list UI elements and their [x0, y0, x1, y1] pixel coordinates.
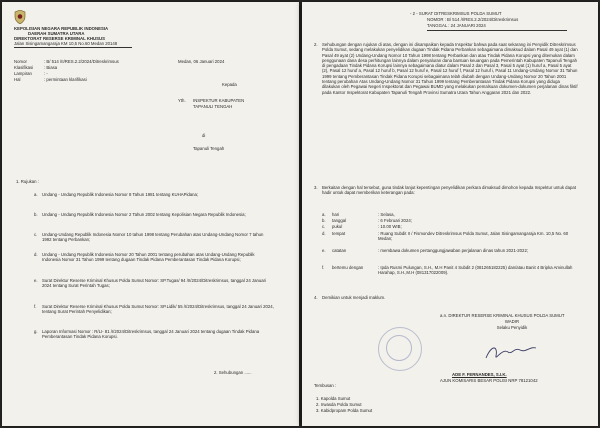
- tembusan-title: Tembusan :: [314, 383, 337, 388]
- recipient-line-1: INSPEKTUR KABUPATEN: [193, 98, 245, 103]
- schedule-letter: a.: [322, 212, 326, 217]
- schedule-value: : Selasa,: [378, 212, 395, 217]
- schedule-label: tempat: [332, 231, 346, 236]
- rujukan-letter: b.: [34, 212, 38, 217]
- rujukan-letter: e.: [34, 278, 38, 283]
- sign-name: ADE F. FERNANDES, S.I.K.: [452, 372, 507, 377]
- schedule-label: pukul: [332, 224, 343, 229]
- rujukan-item: Surat Direktur Reserse Kriminal Khusus Polda Sumut Nomor: SP.Lidik/ 55 /I/2024/Ditreskrimsus, tanggal 24 Januari 2024, tentang Surat Perintah Penyelidikan;: [42, 304, 274, 315]
- place-date: Medan, 06 Januari 2024: [178, 59, 225, 64]
- kepada-label: Kepada: [222, 82, 237, 87]
- para3-number: 3.: [314, 185, 318, 190]
- signature-mark: [482, 342, 540, 364]
- header-rule: [14, 47, 132, 48]
- recipient-line-2: TAPANULI TENGAH: [193, 104, 233, 109]
- rujukan-letter: g.: [34, 329, 38, 334]
- para2-text: Sehubungan dengan rujukan di atas, dengan ini disampaikan kepada Inspektur bahwa pada saat sekarang ini Penyidik Ditreskrimsus Polda Sumut, sedang melakukan penyelidikan dugaan Tindak Pidana Perbankan sebagaimana dimaksud dalam Pasal 49 ayat (1) dan Pasal 49 ayat (2) Undang-Undang Nomor 10 Tahun 1998 tentang Perbankan dan atau Tindak Pidana Korupsi yang ditemukan dalam penggunaan dana desa perhitungan lainnya dalam penyaluran dana bantuan keuangan pada Pemerintah Kabupaten Tapanuli Tengah di pengadaan Tindak Pidana Korupsi lainnya sebagaimana diatur dalam Pasal 2 dan Pasal 3, Pasal 5 ayat (1) huruf a, Pasal 5 ayat (2), Pasal 12 huruf a, Pasal 12 huruf b, Pasal 12 huruf e, Pasal 12 huruf f, Pasal 12 huruf i, Pasal 11 Undang-Undang Nomor 31 Tahun 1999 tentang Pemberantasan Tindak Pidana Korupsi sebagaimana telah diubah dengan Undang-Undang Nomor 20 Tahun 2001 tentang perubahan Atas Undang-Undang Nomor 31 Tahun 1999 tentang Pemberantasan Tindak Pidana Korupsi yang diduga dilakukan oleh Pegawai Negeri Inspektorat dan Pegawai BUMD yang melakukan pemalsuan dokumen-dokumen perjalanan dinas fiktif pada Kantor Inspektorat Kabupaten Tapanuli Tengah Provinsi Sumatra Utara Tahun Anggaran 2021 dan 2022.: [322, 42, 578, 95]
- schedule-label: catatan: [332, 248, 347, 253]
- hal-label: Hal: [14, 77, 21, 82]
- page2-header-line-1: - 2 - SURAT DITRESKRIMSUS POLDA SUMUT: [410, 11, 502, 16]
- schedule-value: : Ipda Rusmi Pulungan, S.H., M.H Panit 4 Subdit 2 (081265182225) dan/atau Banit 4 Bripka Aminullah Harahap, S.H.,M.H (081317022009).: [378, 265, 573, 276]
- schedule-letter: b.: [322, 218, 326, 223]
- rujukan-item: Undang - Undang Republik Indonesia Nomor 2 Tahun 2002 tentang Kepolisian Negara Republik Indonesia;: [42, 212, 246, 217]
- sign-role: Selaku Penyidik: [496, 325, 528, 330]
- schedule-letter: c.: [322, 224, 326, 229]
- sign-an: a.n. DIREKTUR RESERSE KRIMINAL KHUSUS POLDA SUMUT: [440, 313, 565, 318]
- sign-wadir: WADIR: [504, 319, 520, 324]
- org-line-2: DAERAH SUMATRA UTARA: [28, 31, 85, 36]
- rujukan-letter: c.: [34, 232, 38, 237]
- schedule-letter: e.: [322, 248, 326, 253]
- schedule-letter: d.: [322, 231, 326, 236]
- page2-header-line-2: NOMOR : B/ 514 /I/RES.2.2/2024/Ditreskrimsus: [427, 17, 519, 22]
- tembusan-item: 2. Irwasda Polda Sumut: [316, 402, 362, 407]
- schedule-value: : 6 Februari 2024;: [378, 218, 412, 223]
- para3-text: Berkaitan dengan hal tersebut, guna tindak lanjut kepentingan penyelidikan perkara dimaksud dimohon kepada Inspektur untuk dapat hadir untuk dapat memberikan keterangan pada:: [322, 185, 576, 196]
- schedule-label: bertemu dengan: [332, 265, 364, 270]
- lampiran-label: Lampiran: [14, 71, 32, 76]
- schedule-value: : Ruang Subdit II / Fismondev Ditreskrimsus Polda Sumut, Jalan Sisingamangaraja Km. 10,5 No. 60 Medan;: [378, 231, 569, 242]
- hal-value: : permintaan klarifikasi: [44, 77, 87, 82]
- di-label: di: [202, 133, 206, 138]
- schedule-letter: f.: [322, 265, 325, 270]
- rujukan-item: Surat Direktur Reserse Kriminal Khusus Polda Sumut Nomor: SP.Tugas/ 94 /II/2024/Ditreskrimsus, tanggal 24 Januari 2024 tentang Surat Perintah Tugas;: [42, 278, 267, 289]
- nomor-value: : B/ 514 /II/RES.2.2/2024/Ditreskrimsus: [44, 59, 119, 64]
- klasifikasi-value: : Biasa: [44, 65, 58, 70]
- page2-header-rule: [427, 30, 567, 31]
- continue-note: 2. Sehubungan ......: [214, 370, 252, 375]
- tembusan-item: 3. Kabidpropam Polda Sumut: [316, 408, 373, 413]
- page2-header-line-3: TANGGAL : 24 JANUARI 2024: [427, 23, 486, 28]
- rujukan-letter: d.: [34, 252, 38, 257]
- para2-number: 2.: [314, 42, 318, 47]
- letter-page-1: [2, 2, 299, 426]
- yth-label: Yth.: [178, 98, 186, 103]
- official-stamp-inner: [386, 335, 412, 361]
- schedule-value: : membawa dokumen pertanggungjawaban perjalanan dinas tahun 2021-2022;: [378, 248, 529, 253]
- lampiran-value: : -: [44, 71, 48, 76]
- para4-text: Demikian untuk menjadi maklum.: [322, 295, 386, 300]
- rujukan-title: 1. Rujukan :: [16, 179, 39, 184]
- rujukan-item: Undang - Undang Republik Indonesia Nomor 20 Tahun 2001 tentang perubahan atas Undang-Undang Republik Indonesia Nomor 31 Tahun 1999 tentang dugaan Tindak Pidana Pemberantasan Tindak Pidana Korupsi;: [42, 252, 255, 263]
- klasifikasi-label: Klasifikasi: [14, 65, 34, 70]
- org-line-3: DIREKTORAT RESERSE KRIMINAL KHUSUS: [14, 36, 105, 41]
- police-emblem-icon: [14, 10, 26, 24]
- para4-number: 4.: [314, 295, 318, 300]
- nomor-label: Nomor: [14, 59, 27, 64]
- recipient-city: Tapanuli Tengah: [193, 146, 225, 151]
- org-address: Jalan Sisingamangaraja KM 10,5 No.60 Medan 20148: [14, 41, 118, 46]
- tembusan-item: 1. Kapolda Sumut: [316, 396, 351, 401]
- rujukan-item: Laporan Informasi Nomor : R/LI- 81 /I/2024/Ditreskrimsus, tanggal 24 Januari 2024 tentang dugaan Tindak Pidana Pemberantasan Tindak Pidana Korupsi.: [42, 329, 260, 340]
- schedule-value: : 10.00 WIB;: [378, 224, 402, 229]
- sign-rank: AJUN KOMISARIS BESAR POLISI NRP 78121042: [440, 378, 538, 383]
- rujukan-item: Undang-Undang Republik Indonesia Nomor 10 tahun 1998 tentang Perubahan atas Undang-Undang Nomor 7 tahun 1992 tentang Perbankan;: [42, 232, 264, 243]
- rujukan-letter: f.: [34, 304, 37, 309]
- rujukan-letter: a.: [34, 192, 38, 197]
- schedule-label: tanggal: [332, 218, 347, 223]
- schedule-label: hari: [332, 212, 340, 217]
- letter-page-2: [302, 2, 598, 426]
- org-line-1: KEPOLISIAN NEGARA REPUBLIK INDONESIA: [14, 26, 109, 31]
- rujukan-item: Undang - Undang Republik Indonesia Nomor 8 Tahun 1981 tentang KUHAPidana;: [42, 192, 199, 197]
